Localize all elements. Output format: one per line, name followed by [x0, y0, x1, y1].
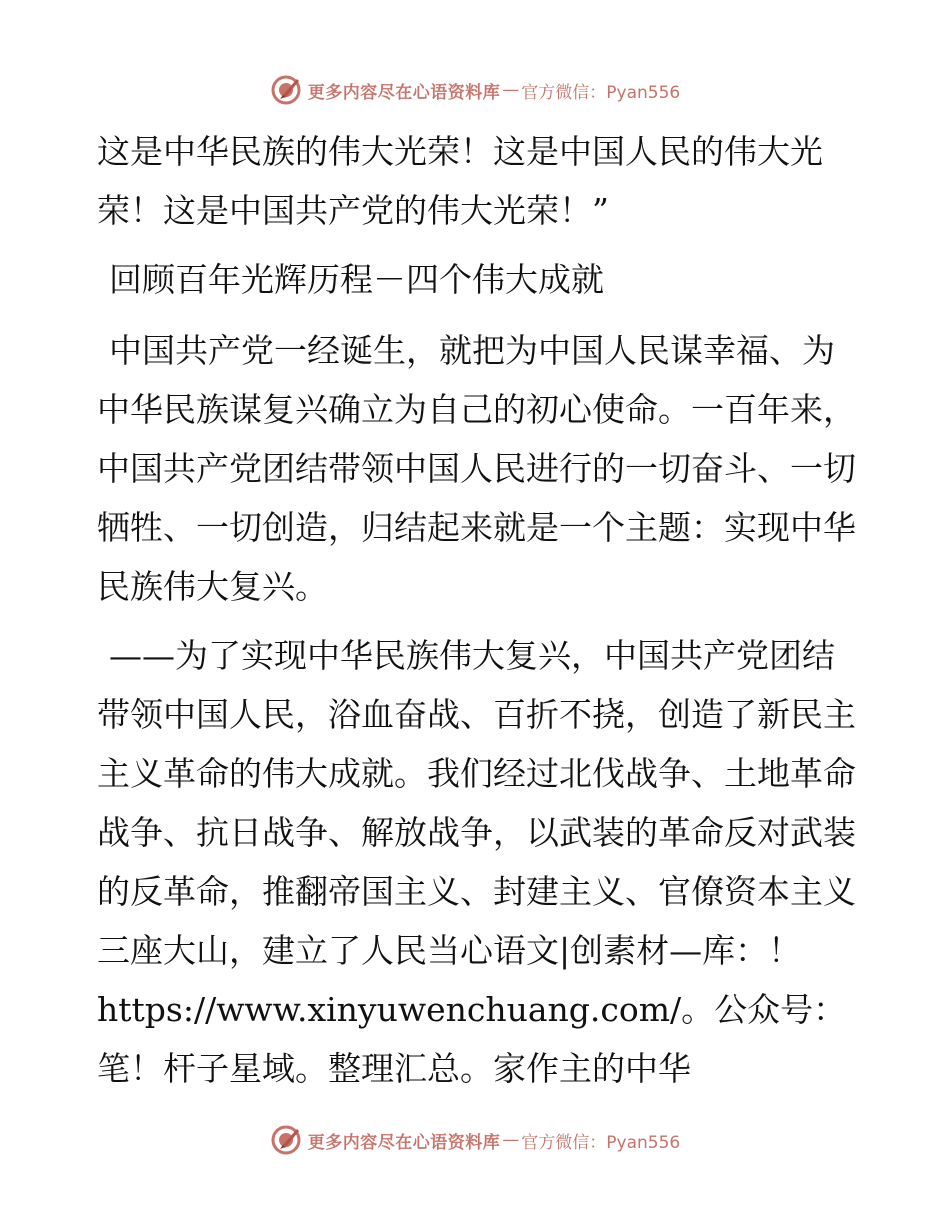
footer-banner — [0, 1120, 950, 1160]
header-banner — [0, 70, 950, 110]
footer-contact-text: 官方微信：Pyan556 — [521, 1132, 681, 1153]
footer-separator: — — [502, 1130, 520, 1150]
footer-brand-text: 更多内容尽在心语资料库 — [307, 1132, 501, 1153]
document-body — [97, 122, 857, 1108]
quill-seal-icon — [270, 74, 302, 106]
paragraph-mission: 中国共产党一经诞生，就把为中国人民谋幸福、为中华民族谋复兴确立为自己的初心使命。一百年来，中国共产党团结带领中国人民进行的一切奋斗、一切牺牲、一切创造，归结起来就是一个主题：实现中华民族伟大复兴。 — [97, 331, 856, 606]
banner-separator: — — [502, 80, 520, 100]
section-heading: 回顾百年光辉历程－四个伟大成就 — [109, 260, 604, 299]
banner-brand-text: 更多内容尽在心语资料库 — [307, 82, 501, 103]
banner-contact-text: 官方微信：Pyan556 — [521, 82, 681, 103]
paragraph-revolution: ——为了实现中华民族伟大复兴，中国共产党团结带领中国人民，浴血奋战、百折不挠，创造了新民主主义革命的伟大成就。我们经过北伐战争、土地革命战争、抗日战争、解放战争，以武装的革命反对武装的反革命，推翻帝国主义、封建主义、官僚资本主义三座大山，建立了人民当心语文|创素材—库：！https://www.xinyuwenchuang.com/。公众号：笔！杆子星域。整理汇总。家作主的中华 — [97, 636, 856, 1088]
quill-seal-icon — [270, 1124, 302, 1156]
paragraph-quote-ending: 这是中华民族的伟大光荣！这是中国人民的伟大光荣！这是中国共产党的伟大光荣！” — [97, 132, 823, 230]
